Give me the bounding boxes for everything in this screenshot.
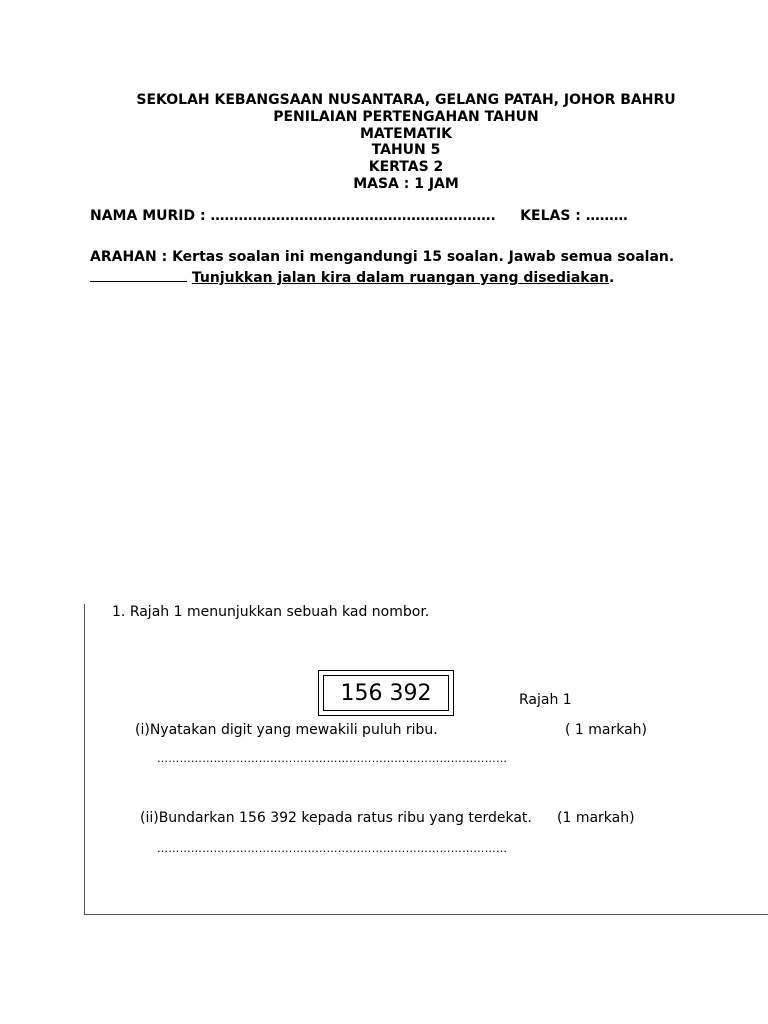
student-info-line <box>90 208 628 224</box>
name-label: NAMA MURID : <box>90 208 206 224</box>
instructions-line-1 <box>90 249 674 265</box>
instructions-line-2 <box>90 267 614 286</box>
number-card-value: 156 392 <box>323 675 449 711</box>
question-text: Rajah 1 menunjukkan sebuah kad nombor. <box>129 604 430 620</box>
number-card <box>318 670 454 716</box>
part-i-question: (i)Nyatakan digit yang mewakili puluh ribu. <box>135 722 438 738</box>
part-i-answer-line[interactable]: ………………………………………………………………………………… <box>157 752 508 765</box>
underline-rule <box>90 267 187 282</box>
question-number: 1. <box>112 604 126 620</box>
class-label: KELAS : <box>520 208 581 224</box>
instructions-text-2: Tunjukkan jalan kira dalam ruangan yang disediakan <box>191 270 610 286</box>
name-field[interactable]: ……………………………………………………. <box>210 208 496 224</box>
exam-header <box>0 92 768 193</box>
question-frame-bottom-border <box>84 914 768 915</box>
school-name: SEKOLAH KEBANGSAAN NUSANTARA, GELANG PATAH, JOHOR BAHRU <box>136 92 676 108</box>
part-ii-marks: (1 markah) <box>557 810 635 826</box>
instructions-text-1: Kertas soalan ini mengandungi 15 soalan. Jawab semua soalan. <box>172 249 675 265</box>
question-frame-left-border <box>84 604 85 915</box>
instructions-period: . <box>609 270 615 286</box>
part-ii-answer-line[interactable]: ………………………………………………………………………………… <box>157 842 508 855</box>
duration: MASA : 1 JAM <box>353 175 459 192</box>
question-1-prompt <box>112 604 429 620</box>
year: TAHUN 5 <box>371 142 441 159</box>
part-i-marks: ( 1 markah) <box>565 722 648 738</box>
figure-label: Rajah 1 <box>519 692 572 708</box>
subject: MATEMATIK <box>359 125 453 142</box>
part-ii-question: (ii)Bundarkan 156 392 kepada ratus ribu yang terdekat. <box>140 810 532 826</box>
paper: KERTAS 2 <box>368 159 444 176</box>
instructions-label: ARAHAN : <box>90 249 168 265</box>
exam-title: PENILAIAN PERTENGAHAN TAHUN <box>273 108 539 125</box>
class-field[interactable]: ……… <box>585 208 628 224</box>
